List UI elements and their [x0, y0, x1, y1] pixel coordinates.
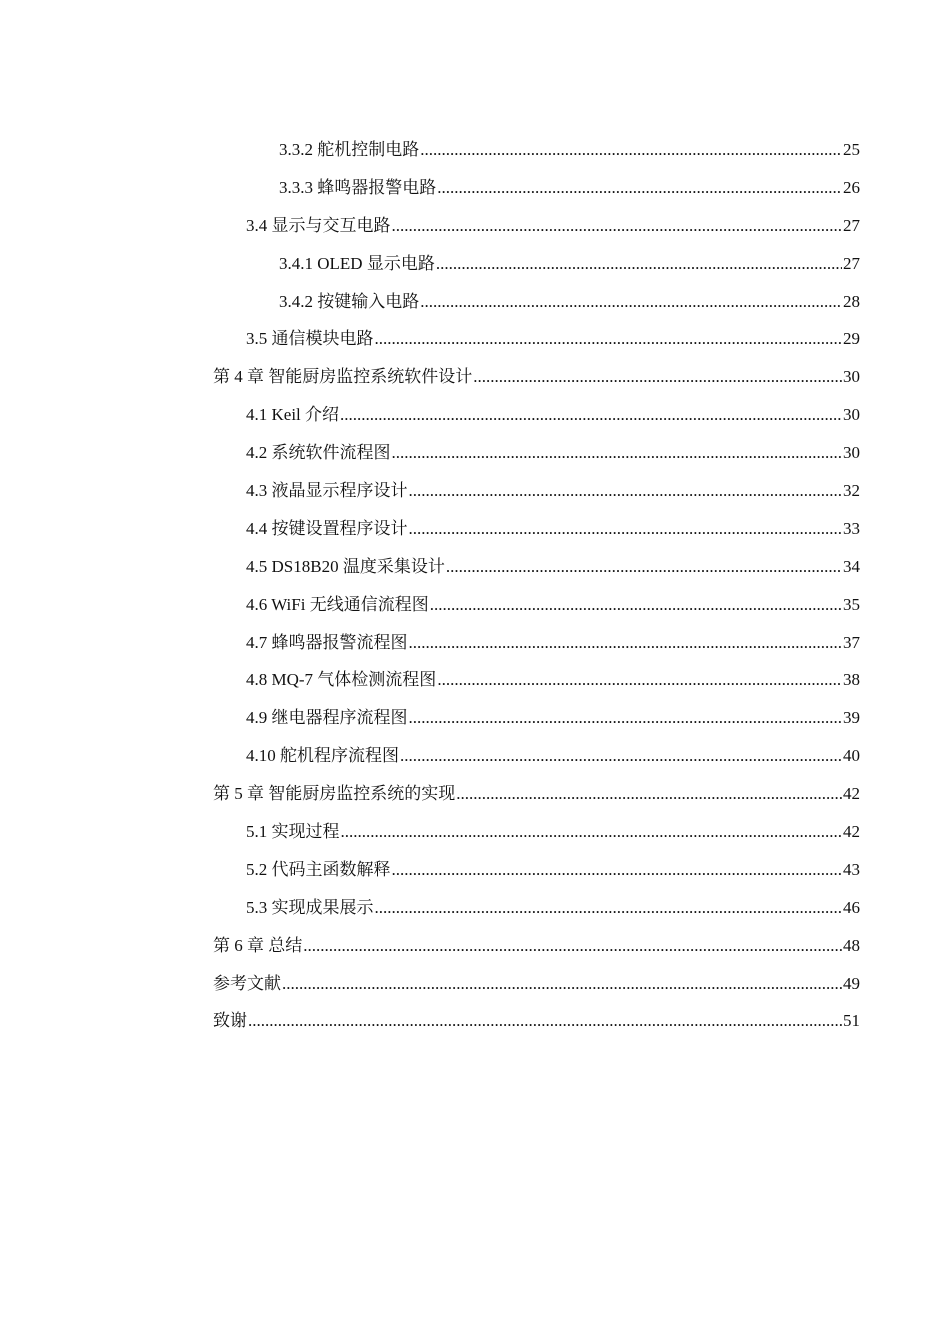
toc-entry-page: 27 — [843, 215, 860, 235]
toc-entry[interactable] — [213, 889, 860, 927]
toc-dot-leader — [392, 851, 843, 889]
toc-dot-leader — [409, 510, 843, 548]
toc-entry[interactable] — [213, 283, 860, 321]
toc-dot-leader — [282, 965, 842, 1003]
toc-entry[interactable] — [213, 510, 860, 548]
toc-entry-title: 4.2 系统软件流程图 — [246, 443, 391, 463]
toc-entry[interactable] — [213, 1002, 860, 1040]
toc-entry-title: 5.3 实现成果展示 — [246, 897, 374, 917]
toc-entry-title: 3.4 显示与交互电路 — [246, 215, 391, 235]
toc-entry[interactable] — [213, 586, 860, 624]
toc-entry-title: 3.4.1 OLED 显示电路 — [279, 253, 435, 273]
toc-entry-page: 35 — [843, 594, 860, 614]
toc-entry-page: 37 — [843, 632, 860, 652]
toc-entry-page: 42 — [843, 784, 860, 804]
toc-entry-title: 5.1 实现过程 — [246, 822, 340, 842]
toc-entry[interactable] — [213, 245, 860, 283]
toc-entry[interactable] — [213, 169, 860, 207]
toc-dot-leader — [400, 737, 842, 775]
toc-entry-title: 4.4 按键设置程序设计 — [246, 518, 408, 538]
toc-entry[interactable] — [213, 131, 860, 169]
toc-entry-page: 33 — [843, 518, 860, 538]
toc-entry[interactable] — [213, 699, 860, 737]
toc-entry-page: 34 — [843, 556, 860, 576]
toc-entry-page: 30 — [843, 367, 860, 387]
toc-entry[interactable] — [213, 320, 860, 358]
toc-dot-leader — [446, 548, 842, 586]
toc-dot-leader — [420, 283, 842, 321]
toc-dot-leader — [473, 358, 842, 396]
toc-entry-title: 4.3 液晶显示程序设计 — [246, 481, 408, 501]
toc-dot-leader — [437, 661, 842, 699]
toc-entry[interactable] — [213, 396, 860, 434]
toc-dot-leader — [248, 1002, 842, 1040]
toc-entry-title: 3.3.2 舵机控制电路 — [279, 140, 420, 159]
toc-dot-leader — [303, 927, 842, 965]
toc-entry-title: 第 4 章 智能厨房监控系统软件设计 — [213, 367, 473, 387]
toc-entry-title: 第 5 章 智能厨房监控系统的实现 — [213, 784, 456, 804]
toc-dot-leader — [437, 169, 842, 207]
toc-entry-page: 42 — [843, 822, 860, 842]
toc-entry[interactable] — [213, 434, 860, 472]
toc-entry-page: 38 — [843, 670, 860, 690]
toc-entry[interactable] — [213, 661, 860, 699]
toc-entry[interactable] — [213, 965, 860, 1003]
toc-entry[interactable] — [213, 737, 860, 775]
toc-dot-leader — [436, 245, 842, 283]
toc-entry-page: 43 — [843, 859, 860, 879]
toc-dot-leader — [375, 889, 843, 927]
toc-entry-title: 3.5 通信模块电路 — [246, 329, 374, 349]
toc-entry-page: 25 — [843, 140, 860, 159]
toc-entry-title: 4.7 蜂鸣器报警流程图 — [246, 632, 408, 652]
toc-entry-page: 49 — [843, 973, 860, 993]
toc-entry[interactable] — [213, 813, 860, 851]
toc-entry-title: 第 6 章 总结 — [213, 935, 303, 955]
toc-dot-leader — [341, 813, 843, 851]
toc-entry-page: 30 — [843, 405, 860, 425]
toc-entry-page: 46 — [843, 897, 860, 917]
toc-entry-page: 28 — [843, 291, 860, 311]
toc-entry[interactable] — [213, 927, 860, 965]
toc-dot-leader — [420, 131, 842, 169]
toc-entry-page: 27 — [843, 253, 860, 273]
toc-entry[interactable] — [213, 472, 860, 510]
toc-entry-page: 30 — [843, 443, 860, 463]
toc-entry-title: 4.8 MQ-7 气体检测流程图 — [246, 670, 437, 690]
toc-dot-leader — [392, 207, 843, 245]
toc-entry-title: 4.5 DS18B20 温度采集设计 — [246, 556, 445, 576]
toc-dot-leader — [340, 396, 842, 434]
toc-entry[interactable] — [213, 358, 860, 396]
toc-entry-page: 51 — [843, 1011, 860, 1031]
toc-dot-leader — [409, 699, 843, 737]
toc-entry-title: 5.2 代码主函数解释 — [246, 859, 391, 879]
table-of-contents — [213, 131, 860, 1040]
toc-entry[interactable] — [213, 207, 860, 245]
toc-dot-leader — [456, 775, 842, 813]
toc-entry-page: 48 — [843, 935, 860, 955]
toc-dot-leader — [375, 320, 843, 358]
toc-entry-page: 40 — [843, 746, 860, 766]
toc-entry-title: 3.4.2 按键输入电路 — [279, 291, 420, 311]
toc-dot-leader — [409, 624, 843, 662]
toc-dot-leader — [409, 472, 843, 510]
toc-entry-page: 32 — [843, 481, 860, 501]
toc-entry-title: 4.1 Keil 介绍 — [246, 405, 340, 425]
toc-dot-leader — [430, 586, 842, 624]
toc-entry-title: 4.6 WiFi 无线通信流程图 — [246, 594, 429, 614]
toc-entry-page: 29 — [843, 329, 860, 349]
toc-entry[interactable] — [213, 624, 860, 662]
toc-entry-title: 参考文献 — [213, 973, 281, 993]
toc-entry-title: 致谢 — [213, 1011, 247, 1031]
toc-entry-title: 4.10 舵机程序流程图 — [246, 746, 399, 766]
toc-entry-title: 3.3.3 蜂鸣器报警电路 — [279, 177, 437, 197]
toc-entry[interactable] — [213, 548, 860, 586]
toc-entry-page: 26 — [843, 177, 860, 197]
toc-entry-page: 39 — [843, 708, 860, 728]
toc-entry[interactable] — [213, 851, 860, 889]
toc-entry[interactable] — [213, 775, 860, 813]
toc-dot-leader — [392, 434, 843, 472]
toc-entry-title: 4.9 继电器程序流程图 — [246, 708, 408, 728]
